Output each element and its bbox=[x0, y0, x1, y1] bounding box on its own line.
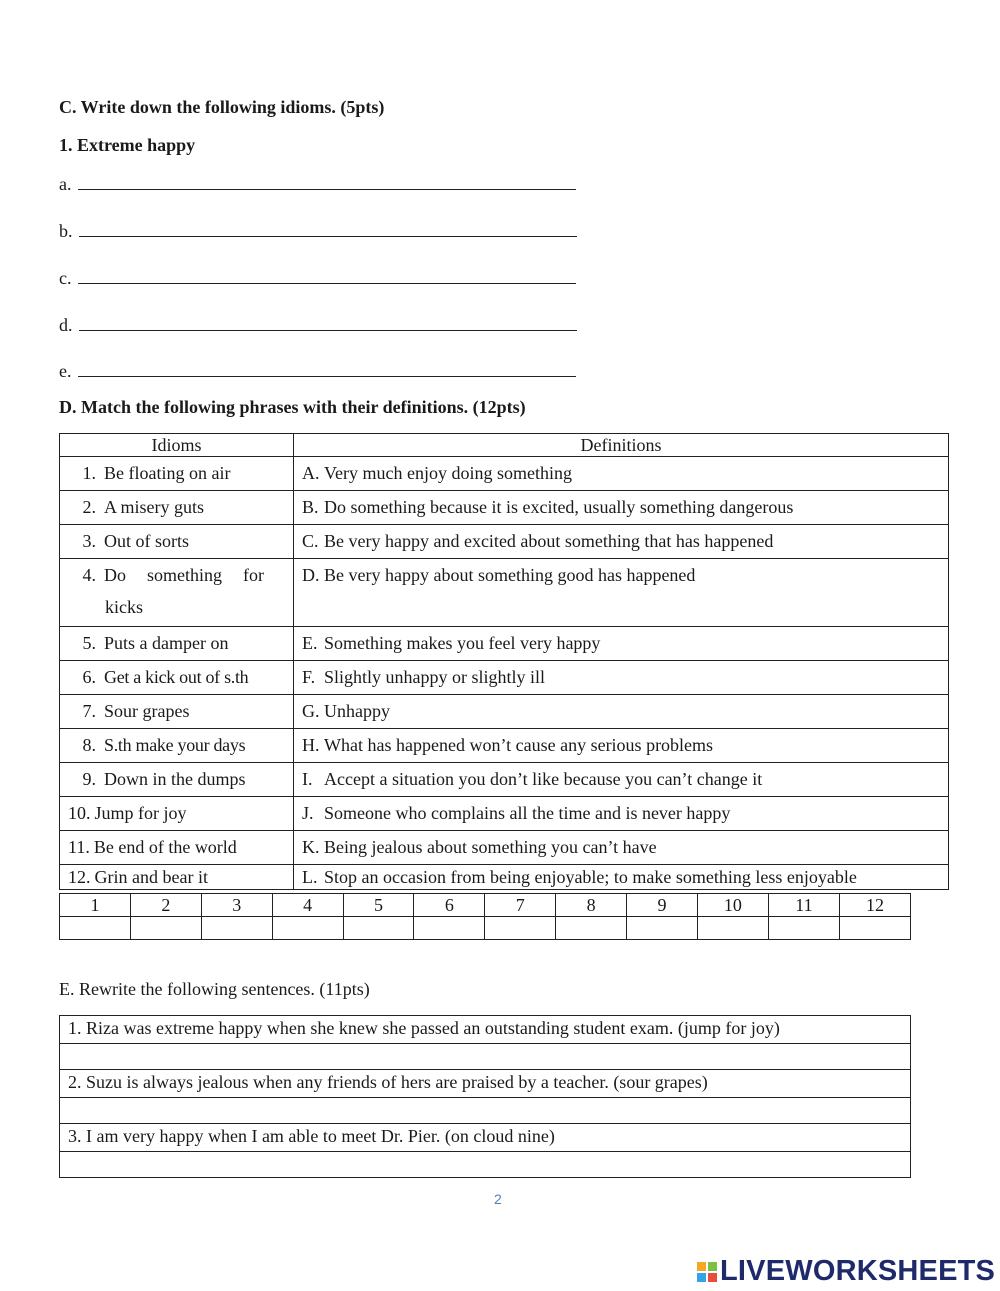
definition-text: Be very happy about something good has happened bbox=[324, 565, 696, 585]
definition-text: Slightly unhappy or slightly ill bbox=[324, 667, 546, 687]
answer-box[interactable] bbox=[768, 917, 839, 940]
rewrite-answer-box[interactable] bbox=[60, 1098, 911, 1124]
answer-number: 2 bbox=[130, 894, 201, 917]
idiom-number: 10. bbox=[68, 803, 91, 823]
idiom-number: 4. bbox=[82, 565, 96, 585]
answer-number: 9 bbox=[627, 894, 698, 917]
definition-text: Being jealous about something you can’t have bbox=[324, 837, 657, 857]
table-row bbox=[60, 559, 949, 627]
table-row bbox=[60, 627, 949, 661]
definition-cell bbox=[294, 525, 949, 559]
blank-label: a. bbox=[59, 174, 72, 194]
sentence-text: 1. Riza was extreme happy when she knew she passed an outstanding student exam. (jump for joy) bbox=[60, 1016, 911, 1044]
idiom-text: Sour grapes bbox=[104, 701, 190, 721]
definition-letter: E. bbox=[302, 633, 318, 653]
definition-cell bbox=[294, 661, 949, 695]
definition-text: Accept a situation you don’t like because you can’t change it bbox=[324, 769, 763, 789]
logo-tile bbox=[708, 1262, 717, 1271]
table-row bbox=[60, 491, 949, 525]
table-row bbox=[60, 695, 949, 729]
answer-box[interactable] bbox=[201, 917, 272, 940]
blank-label: b. bbox=[59, 221, 73, 241]
idiom-cell bbox=[60, 457, 294, 491]
definitions-header: Definitions bbox=[294, 434, 949, 457]
answer-number: 10 bbox=[697, 894, 768, 917]
answer-line[interactable] bbox=[78, 360, 576, 377]
answer-number-row bbox=[60, 894, 911, 917]
blank-label: d. bbox=[59, 315, 73, 335]
logo-tile bbox=[697, 1262, 706, 1271]
answer-number: 5 bbox=[343, 894, 414, 917]
answer-number: 8 bbox=[556, 894, 627, 917]
logo-icon bbox=[697, 1262, 717, 1282]
definition-letter: K. bbox=[302, 837, 320, 857]
rewrite-answer-box[interactable] bbox=[60, 1044, 911, 1070]
answer-box[interactable] bbox=[60, 917, 131, 940]
blank-line-d bbox=[59, 314, 577, 336]
idiom-number: 2. bbox=[82, 497, 96, 517]
idiom-text: S.th make your days bbox=[104, 735, 246, 755]
blank-line-c bbox=[59, 267, 576, 289]
idiom-number: 3. bbox=[82, 531, 96, 551]
definition-text: Be very happy and excited about something that has happened bbox=[324, 531, 774, 551]
answer-box[interactable] bbox=[414, 917, 485, 940]
idiom-cell bbox=[60, 865, 294, 890]
answer-box[interactable] bbox=[839, 917, 910, 940]
idiom-cell bbox=[60, 559, 294, 627]
answer-box[interactable] bbox=[343, 917, 414, 940]
answer-box[interactable] bbox=[627, 917, 698, 940]
idiom-number: 11. bbox=[68, 837, 90, 857]
idiom-number: 7. bbox=[82, 701, 96, 721]
idiom-text: Out of sorts bbox=[104, 531, 189, 551]
answer-line[interactable] bbox=[78, 267, 576, 284]
definition-text: Do something because it is excited, usually something dangerous bbox=[324, 497, 794, 517]
section-c-title: C. Write down the following idioms. (5pts) bbox=[59, 97, 385, 117]
answer-input-row bbox=[60, 917, 911, 940]
idiom-cell bbox=[60, 831, 294, 865]
idiom-number: 5. bbox=[82, 633, 96, 653]
matching-table bbox=[59, 433, 949, 890]
liveworksheets-logo[interactable] bbox=[697, 1255, 995, 1288]
definition-letter: B. bbox=[302, 497, 319, 517]
definition-text: Stop an occasion from being enjoyable; to make something less enjoyable bbox=[324, 867, 857, 887]
idiom-text-line1 bbox=[104, 563, 264, 587]
definition-cell bbox=[294, 457, 949, 491]
answer-number: 11 bbox=[768, 894, 839, 917]
answer-box[interactable] bbox=[556, 917, 627, 940]
blank-label: e. bbox=[59, 361, 72, 381]
idiom-cell bbox=[60, 729, 294, 763]
sentence-row bbox=[60, 1016, 911, 1044]
definition-letter: F. bbox=[302, 667, 316, 687]
idiom-word: for bbox=[243, 565, 264, 585]
idiom-cell bbox=[60, 525, 294, 559]
definition-letter: L. bbox=[302, 867, 318, 887]
rewrite-answer-row bbox=[60, 1098, 911, 1124]
idiom-cell bbox=[60, 797, 294, 831]
idiom-word: Do bbox=[104, 565, 126, 585]
rewrite-table bbox=[59, 1015, 911, 1178]
sentence-row bbox=[60, 1124, 911, 1152]
answer-number: 3 bbox=[201, 894, 272, 917]
table-row bbox=[60, 525, 949, 559]
idiom-text: Puts a damper on bbox=[104, 633, 229, 653]
definition-cell bbox=[294, 695, 949, 729]
definition-cell bbox=[294, 831, 949, 865]
answer-number: 12 bbox=[839, 894, 910, 917]
table-row bbox=[60, 831, 949, 865]
idioms-header: Idioms bbox=[60, 434, 294, 457]
idiom-text: A misery guts bbox=[104, 497, 205, 517]
idiom-text: Be floating on air bbox=[104, 463, 231, 483]
definition-cell bbox=[294, 729, 949, 763]
section-d-title: D. Match the following phrases with their definitions. (12pts) bbox=[59, 397, 526, 417]
blank-line-b bbox=[59, 220, 577, 242]
definition-letter: C. bbox=[302, 531, 319, 551]
answer-line[interactable] bbox=[79, 220, 577, 237]
rewrite-answer-box[interactable] bbox=[60, 1152, 911, 1178]
table-row bbox=[60, 661, 949, 695]
page-number: 2 bbox=[494, 1191, 502, 1207]
definition-letter: H. bbox=[302, 735, 320, 755]
logo-text: LIVEWORKSHEETS bbox=[720, 1255, 996, 1287]
idiom-number: 9. bbox=[82, 769, 96, 789]
definition-letter: D. bbox=[302, 565, 320, 585]
blank-line-a bbox=[59, 173, 576, 195]
logo-tile bbox=[708, 1273, 717, 1282]
answer-number: 1 bbox=[60, 894, 131, 917]
sentence-text: 3. I am very happy when I am able to meet Dr. Pier. (on cloud nine) bbox=[60, 1124, 911, 1152]
definition-letter: I. bbox=[302, 769, 313, 789]
idiom-text-line2: kicks bbox=[105, 597, 143, 617]
idiom-cell bbox=[60, 627, 294, 661]
blank-label: c. bbox=[59, 268, 72, 288]
idiom-word: something bbox=[147, 565, 222, 585]
idiom-number: 1. bbox=[82, 463, 96, 483]
idiom-number: 12. bbox=[68, 867, 91, 887]
definition-text: Someone who complains all the time and is never happy bbox=[324, 803, 731, 823]
answer-grid bbox=[59, 893, 911, 940]
answer-box[interactable] bbox=[697, 917, 768, 940]
table-header-row bbox=[60, 434, 949, 457]
definition-cell bbox=[294, 559, 949, 627]
logo-tile bbox=[697, 1273, 706, 1282]
section-e-title: E. Rewrite the following sentences. (11pts) bbox=[59, 979, 370, 999]
definition-letter: A. bbox=[302, 463, 320, 483]
answer-box[interactable] bbox=[130, 917, 201, 940]
definition-cell bbox=[294, 491, 949, 525]
table-row bbox=[60, 763, 949, 797]
rewrite-answer-row bbox=[60, 1152, 911, 1178]
idiom-number: 6. bbox=[82, 667, 96, 687]
answer-box[interactable] bbox=[485, 917, 556, 940]
definition-text: Something makes you feel very happy bbox=[324, 633, 601, 653]
answer-line[interactable] bbox=[79, 314, 577, 331]
definition-text: Unhappy bbox=[324, 701, 390, 721]
idiom-text: Be end of the world bbox=[93, 837, 237, 857]
sentence-text: 2. Suzu is always jealous when any friends of hers are praised by a teacher. (sour grapes) bbox=[60, 1070, 911, 1098]
definition-cell bbox=[294, 627, 949, 661]
table-row bbox=[60, 797, 949, 831]
idiom-text: Get a kick out of s.th bbox=[104, 667, 249, 687]
sentence-row bbox=[60, 1070, 911, 1098]
section-c-subtitle: 1. Extreme happy bbox=[59, 135, 196, 155]
idiom-cell bbox=[60, 695, 294, 729]
idiom-text: Grin and bear it bbox=[94, 867, 208, 887]
answer-number: 7 bbox=[485, 894, 556, 917]
idiom-text: Down in the dumps bbox=[104, 769, 246, 789]
definition-cell bbox=[294, 763, 949, 797]
table-row bbox=[60, 457, 949, 491]
answer-number: 4 bbox=[272, 894, 343, 917]
definition-letter: J. bbox=[302, 803, 314, 823]
idiom-cell bbox=[60, 661, 294, 695]
answer-number: 6 bbox=[414, 894, 485, 917]
idiom-cell bbox=[60, 763, 294, 797]
definition-text: Very much enjoy doing something bbox=[324, 463, 572, 483]
definition-cell bbox=[294, 865, 949, 890]
rewrite-answer-row bbox=[60, 1044, 911, 1070]
answer-box[interactable] bbox=[272, 917, 343, 940]
answer-line[interactable] bbox=[78, 173, 576, 190]
table-row bbox=[60, 729, 949, 763]
definition-letter: G. bbox=[302, 701, 320, 721]
blank-line-e bbox=[59, 360, 576, 382]
idiom-text: Jump for joy bbox=[94, 803, 187, 823]
idiom-number: 8. bbox=[82, 735, 96, 755]
definition-text: What has happened won’t cause any serious problems bbox=[324, 735, 714, 755]
idiom-cell bbox=[60, 491, 294, 525]
definition-cell bbox=[294, 797, 949, 831]
table-row bbox=[60, 865, 949, 890]
